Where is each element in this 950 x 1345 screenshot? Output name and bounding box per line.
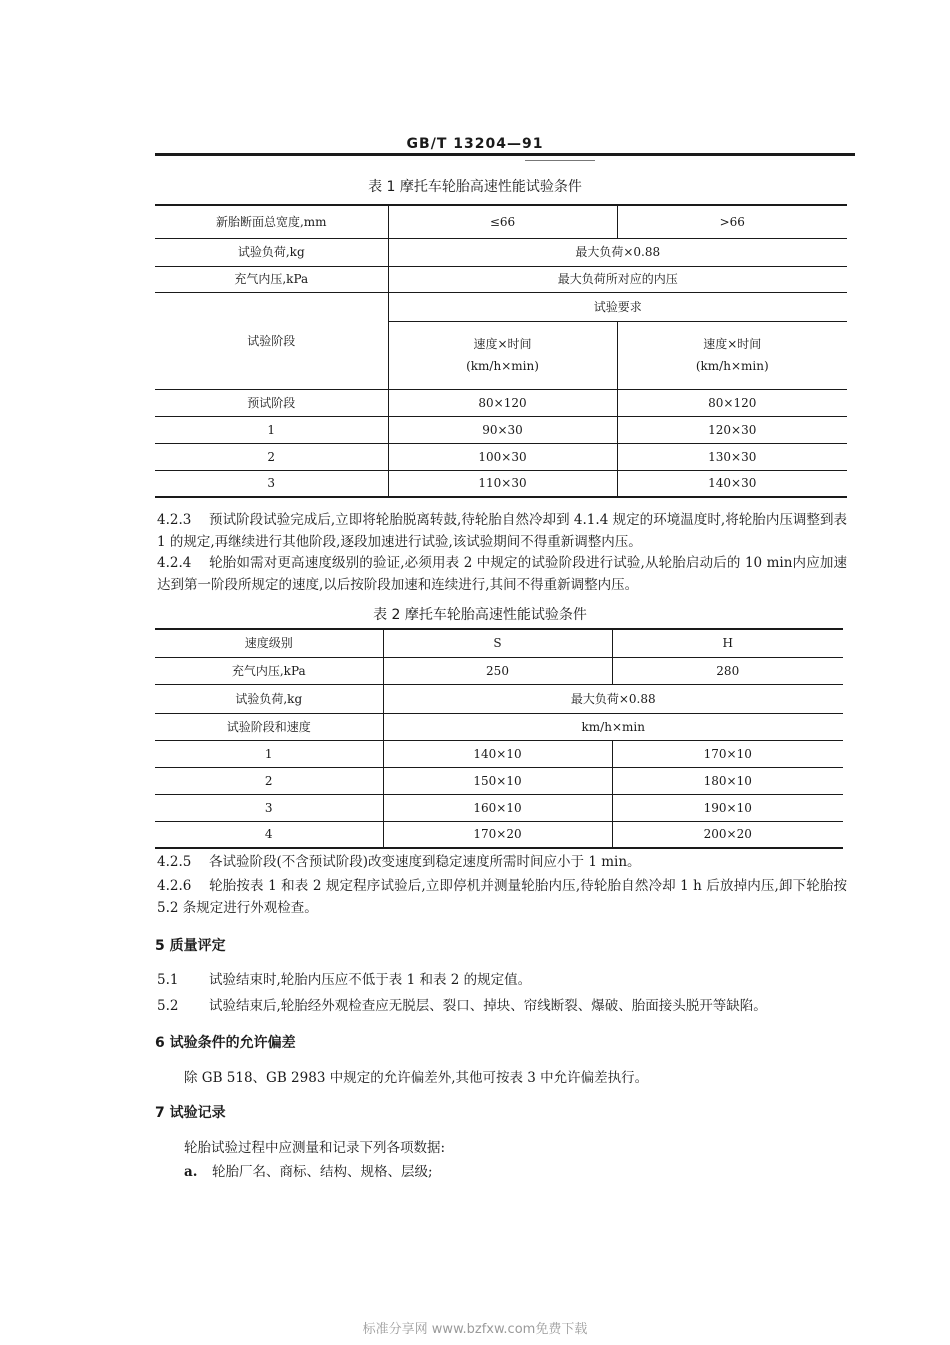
paragraph-4-2-5 [157, 852, 847, 874]
table1-cell [617, 321, 847, 389]
table1-cell: 1 [155, 416, 388, 443]
table1-cell: 试验要求 [388, 292, 847, 321]
clause-number: 5.2 [157, 998, 179, 1014]
paragraph-4-2-3 [157, 510, 847, 553]
table2 [155, 628, 843, 849]
table1-row-pressure [155, 266, 847, 292]
section-6-heading: 6 试验条件的允许偏差 [155, 1035, 296, 1051]
clause-number: 4.2.5 [157, 854, 192, 870]
table2-cell: 1 [155, 740, 383, 767]
table2-cell: 最大负荷×0.88 [383, 684, 843, 713]
table1-cell: 80×120 [617, 389, 847, 416]
list-marker: a. [184, 1164, 198, 1180]
document-header: GB/T 13204—91 [406, 136, 544, 152]
paragraph-4-2-6 [157, 876, 847, 919]
table-row [155, 389, 847, 416]
table1-row-stage-header [155, 292, 847, 321]
clause-number: 4.2.6 [157, 878, 192, 894]
table-row [155, 740, 843, 767]
table1-cell: 3 [155, 470, 388, 497]
table2-cell: H [612, 629, 843, 657]
section-7-item-a [184, 1162, 844, 1184]
table2-cell: 150×10 [383, 767, 612, 794]
table1-cell: 试验阶段 [155, 292, 388, 389]
table1-cell: 130×30 [617, 443, 847, 470]
table1-row-width [155, 205, 847, 238]
header-rule [155, 153, 855, 156]
table2-cell: 170×20 [383, 821, 612, 848]
table2-caption: 表 2 摩托车轮胎高速性能试验条件 [373, 607, 587, 623]
table2-cell: S [383, 629, 612, 657]
table-row [155, 470, 847, 497]
table2-cell: 140×10 [383, 740, 612, 767]
clause-text: 各试验阶段(不含预试阶段)改变速度到稳定速度所需时间应小于 1 min。 [209, 854, 641, 870]
paragraph-4-2-4 [157, 553, 847, 596]
list-item-text: 轮胎厂名、商标、结构、规格、层级; [212, 1164, 433, 1180]
table2-row-load [155, 684, 843, 713]
table1-cell: 最大负荷所对应的内压 [388, 266, 847, 292]
table1-cell: 90×30 [388, 416, 617, 443]
table1-cell: 120×30 [617, 416, 847, 443]
table-row [155, 821, 843, 848]
table1-cell: 2 [155, 443, 388, 470]
table-row [155, 416, 847, 443]
table2-cell: 170×10 [612, 740, 843, 767]
section-7-heading: 7 试验记录 [155, 1105, 226, 1121]
table2-row-pressure [155, 657, 843, 684]
header-rule-thin [525, 160, 595, 161]
clause-text: 轮胎按表 1 和表 2 规定程序试验后,立即停机并测量轮胎内压,待轮胎自然冷却 1 h 后放掉内压,卸下轮胎按 5.2 条规定进行外观检查。 [157, 878, 847, 916]
clause-text: 试验结束时,轮胎内压应不低于表 1 和表 2 的规定值。 [209, 972, 532, 988]
table2-cell: 160×10 [383, 794, 612, 821]
table2-cell: 190×10 [612, 794, 843, 821]
section-7-intro: 轮胎试验过程中应测量和记录下列各项数据: [184, 1140, 446, 1156]
table1-cell [388, 321, 617, 389]
table1-cell: 140×30 [617, 470, 847, 497]
table2-cell: 速度级别 [155, 629, 383, 657]
table1-cell: ≤66 [388, 205, 617, 238]
table1-col-b-line1: 速度×时间 [703, 337, 762, 351]
clause-number: 4.2.4 [157, 555, 192, 571]
table1-cell: 最大负荷×0.88 [388, 238, 847, 266]
table1-col-a-line2: (km/h×min) [466, 359, 539, 373]
paragraph-5-2 [157, 996, 847, 1018]
table1-cell: 100×30 [388, 443, 617, 470]
table1-cell: 预试阶段 [155, 389, 388, 416]
clause-number: 5.1 [157, 972, 179, 988]
table1-caption: 表 1 摩托车轮胎高速性能试验条件 [368, 179, 582, 195]
table-row [155, 443, 847, 470]
table2-cell: 280 [612, 657, 843, 684]
table2-cell: 180×10 [612, 767, 843, 794]
section-5-heading: 5 质量评定 [155, 938, 226, 954]
table1-cell: >66 [617, 205, 847, 238]
table1-cell: 80×120 [388, 389, 617, 416]
table2-cell: km/h×min [383, 713, 843, 740]
paragraph-5-1 [157, 970, 847, 992]
table1-col-a-line1: 速度×时间 [473, 337, 532, 351]
clause-text: 轮胎如需对更高速度级别的验证,必须用表 2 中规定的试验阶段进行试验,从轮胎启动后的 10 min内应加速达到第一阶段所规定的速度,以后按阶段加速和连续进行,其间不得重新调整内压。 [157, 555, 847, 593]
table2-cell: 200×20 [612, 821, 843, 848]
footer-watermark: 标准分享网 www.bzfxw.com免费下载 [362, 1322, 588, 1337]
section-6-text: 除 GB 518、GB 2983 中规定的允许偏差外,其他可按表 3 中允许偏差执行。 [184, 1070, 649, 1086]
table2-cell: 2 [155, 767, 383, 794]
table2-cell: 试验负荷,kg [155, 684, 383, 713]
table2-cell: 250 [383, 657, 612, 684]
clause-text: 试验结束后,轮胎经外观检查应无脱层、裂口、掉块、帘线断裂、爆破、胎面接头脱开等缺陷。 [209, 998, 767, 1014]
table2-cell: 3 [155, 794, 383, 821]
table-row [155, 794, 843, 821]
table1-cell: 充气内压,kPa [155, 266, 388, 292]
table1-cell: 110×30 [388, 470, 617, 497]
table1-row-load [155, 238, 847, 266]
table2-cell: 充气内压,kPa [155, 657, 383, 684]
table1-cell: 新胎断面总宽度,mm [155, 205, 388, 238]
table1-col-b-line2: (km/h×min) [695, 359, 769, 373]
table2-cell: 试验阶段和速度 [155, 713, 383, 740]
table2-cell: 4 [155, 821, 383, 848]
table2-row-speed [155, 629, 843, 657]
table-row [155, 767, 843, 794]
table1 [155, 204, 847, 498]
clause-number: 4.2.3 [157, 512, 192, 528]
table1-cell: 试验负荷,kg [155, 238, 388, 266]
table2-row-stage [155, 713, 843, 740]
clause-text: 预试阶段试验完成后,立即将轮胎脱离转鼓,待轮胎自然冷却到 4.1.4 规定的环境温度时,将轮胎内压调整到表 1 的规定,再继续进行其他阶段,逐段加速进行试验,该试验期间不得重新调整内压。 [157, 512, 847, 550]
